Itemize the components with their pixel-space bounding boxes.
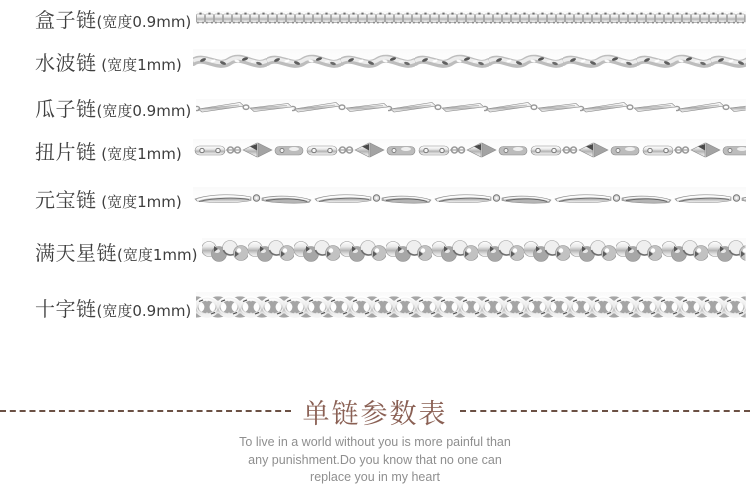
chain-name: 元宝链: [35, 187, 97, 212]
chain-width-spec: (宽度1mm): [96, 144, 182, 163]
poem-line-2: any punishment.Do you know that no one can: [248, 452, 502, 467]
chain-width-spec: (宽度0.9mm): [96, 301, 192, 320]
chain-row-cross: [0, 288, 750, 326]
chain-label-star: [0, 237, 202, 266]
chain-label-box: [0, 4, 196, 33]
chain-name: 水波链: [35, 50, 97, 75]
poem-line-3: replace you in my heart: [310, 470, 440, 484]
chain-name: 十字链: [35, 296, 97, 321]
chain-label-ingot: [0, 184, 193, 213]
twist-chain-image: [193, 139, 746, 161]
chain-row-seed: [0, 89, 750, 125]
chain-row-star: [0, 233, 750, 269]
poem-line-1: To live in a world without you is more painful than: [239, 435, 511, 449]
chain-width-spec: (宽度1mm): [96, 192, 182, 211]
chain-row-ingot: [0, 180, 750, 216]
chain-name: 扭片链: [35, 139, 97, 164]
chain-row-twist: [0, 132, 750, 168]
chain-name: 满天星链: [35, 240, 117, 265]
chain-row-wave: [0, 43, 750, 79]
footer-poem: [0, 434, 750, 487]
chain-row-box: [0, 0, 750, 36]
section-divider: [0, 394, 750, 428]
seed-chain-image: [196, 99, 746, 115]
ingot-chain-image: [193, 187, 746, 209]
section-title: 单链参数表: [302, 398, 448, 430]
chain-label-twist: [0, 136, 193, 165]
box-chain-image: [196, 11, 746, 25]
chain-label-seed: [0, 93, 196, 122]
chain-width-spec: (宽度1mm): [117, 245, 198, 264]
chain-label-cross: [0, 293, 196, 322]
wave-chain-image: [193, 49, 746, 73]
chain-label-wave: [0, 47, 193, 76]
chain-width-spec: (宽度1mm): [96, 55, 182, 74]
chain-width-spec: (宽度0.9mm): [96, 12, 192, 31]
chain-name: 盒子链: [35, 7, 97, 32]
cross-chain-image: [196, 292, 746, 322]
star-chain-image: [202, 238, 746, 264]
chain-width-spec: (宽度0.9mm): [96, 101, 192, 120]
divider-dash-left: [0, 410, 291, 412]
divider-dash-right: [460, 410, 750, 412]
chain-name: 瓜子链: [35, 96, 97, 121]
